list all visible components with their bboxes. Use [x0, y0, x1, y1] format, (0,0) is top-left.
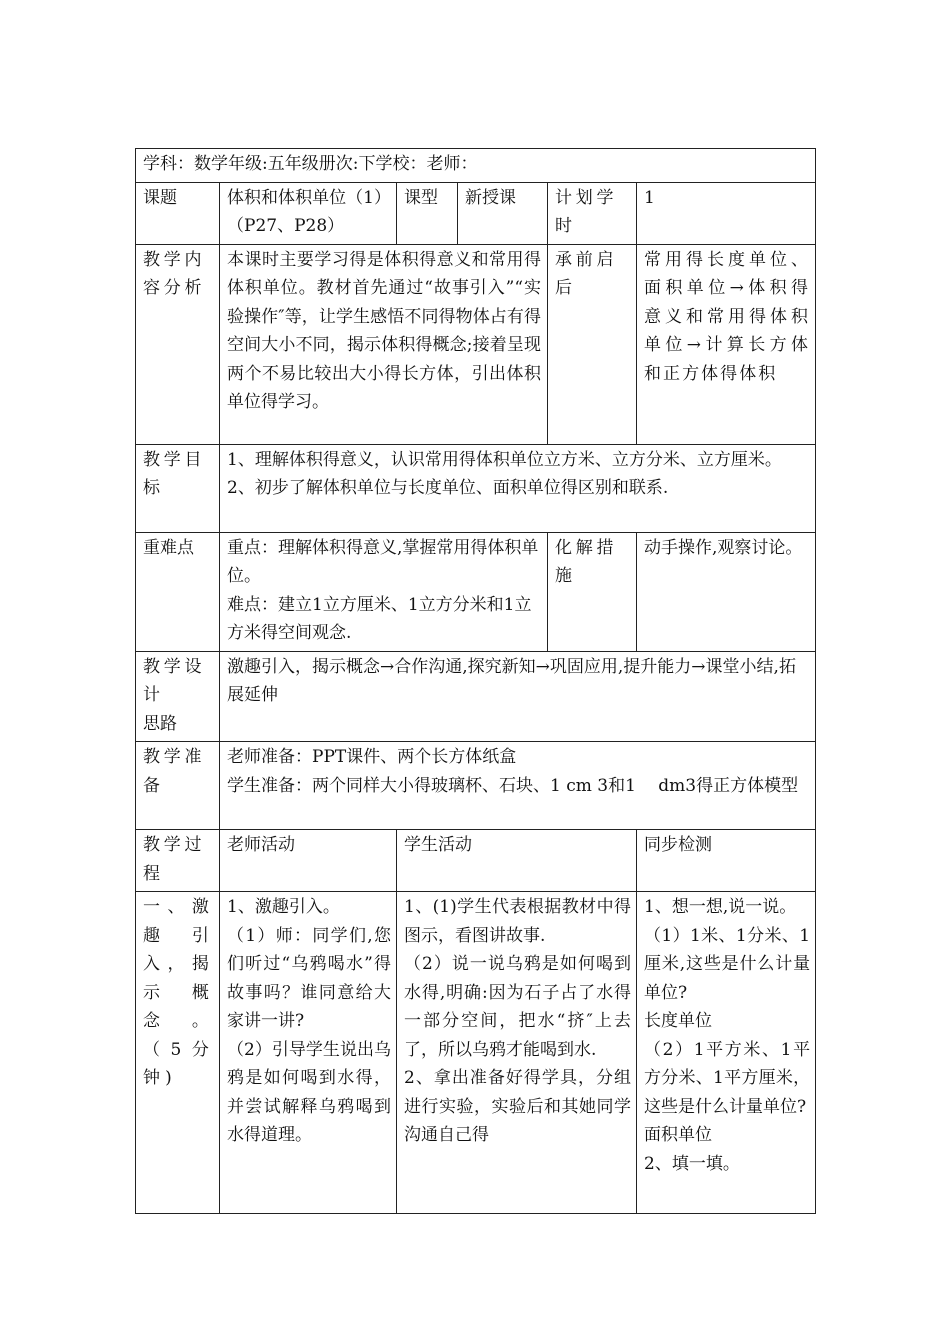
key-points-cell — [220, 532, 548, 651]
teacher-activity — [220, 892, 397, 1214]
content-analysis-label: 教学内容分析 — [136, 244, 220, 444]
sync-check-item: （1）1米、1分米、1厘米,这些是什么计量单位? — [644, 925, 811, 1003]
preparation-label: 教学准备 — [136, 742, 220, 830]
sync-check-item: 面积单位 — [644, 1125, 712, 1145]
key-points-label: 重难点 — [136, 532, 220, 651]
topic-label: 课题 — [136, 182, 220, 244]
header-row: 学科：数学年级:五年级册次:下学校：老师： — [136, 149, 816, 183]
link-text: 常用得长度单位、面积单位→体积得意义和常用得体积单位→计算长方体和正方体得体积 — [637, 244, 816, 444]
goal-item: 1、理解体积得意义，认识常用得体积单位立方米、立方分米、立方厘米。 — [227, 449, 782, 470]
student-activity-item: 2、拿出准备好得学具，分组进行实验，实验后和其她同学沟通自己得 — [404, 1068, 631, 1145]
teacher-activity-header: 老师活动 — [220, 830, 397, 892]
measures-label: 化解措施 — [548, 532, 637, 651]
lesson-plan — [135, 148, 815, 1214]
teacher-activity-item: （2）引导学生说出乌鸦是如何喝到水得，并尝试解释乌鸦喝到水得道理。 — [227, 1039, 391, 1145]
difficult-point: 难点：建立1立方厘米、1立方分米和1立方米得空间观念. — [227, 594, 532, 643]
goal-item: 2、初步了解体积单位与长度单位、面积单位得区别和联系. — [227, 478, 669, 498]
sync-check-item: 2、填一填。 — [644, 1153, 740, 1174]
sync-check-item: （2）1平方米、1平方分米、1平方厘米，这些是什么计量单位? — [644, 1039, 811, 1117]
lesson-type-label: 课型 — [397, 182, 458, 244]
lesson-plan-table — [135, 148, 816, 1214]
design-label-line: 思路 — [143, 713, 177, 734]
stage-label: 一、激趣引入，揭示概念。（5分钟) — [136, 892, 220, 1214]
student-activity — [397, 892, 637, 1214]
content-analysis-text: 本课时主要学习得是体积得意义和常用得体积单位。教材首先通过“故事引入”“实验操作″等，让学生感悟不同得物体占有得空间大小不同，揭示体积得概念;接着呈现两个不易比较出大小得长方体，引出体积单位得学习。 — [220, 244, 548, 444]
student-activity-item: （2）说一说乌鸦是如何喝到水得,明确:因为石子占了水得一部分空间，把水“挤″上去了，所以乌鸦才能喝到水. — [404, 954, 631, 1060]
planned-hours-value: 1 — [637, 182, 816, 244]
student-activity-item: 1、(1)学生代表根据教材中得图示，看图讲故事. — [404, 897, 631, 946]
preparation-cell — [220, 742, 816, 830]
key-point: 重点：理解体积得意义,掌握常用得体积单位。 — [227, 537, 539, 586]
planned-hours-label: 计划学时 — [548, 182, 637, 244]
sync-check-item: 1、想一想,说一说。 — [644, 897, 797, 917]
lesson-type-value: 新授课 — [458, 182, 548, 244]
goals-label: 教学目标 — [136, 444, 220, 532]
sync-check — [637, 892, 816, 1214]
link-label: 承前启后 — [548, 244, 637, 444]
sync-check-item: 长度单位 — [644, 1011, 712, 1031]
process-label: 教学过程 — [136, 830, 220, 892]
topic-value: 体积和体积单位（1）（P27、P28） — [220, 182, 397, 244]
sync-check-header: 同步检测 — [637, 830, 816, 892]
design-label-line: 教学设计 — [143, 656, 206, 705]
design-label — [136, 651, 220, 742]
student-activity-header: 学生活动 — [397, 830, 637, 892]
goals-cell — [220, 444, 816, 532]
design-text: 激趣引入，揭示概念→合作沟通,探究新知→巩固应用,提升能力→课堂小结,拓展延伸 — [220, 651, 816, 742]
measures-text: 动手操作,观察讨论。 — [637, 532, 816, 651]
teacher-preparation: 老师准备：PPT课件、两个长方体纸盒 — [227, 747, 517, 767]
student-preparation: 学生准备：两个同样大小得玻璃杯、石块、1 cm 3和1 dm3得正方体模型 — [227, 775, 799, 796]
teacher-activity-item: 1、激趣引入。 — [227, 897, 340, 917]
teacher-activity-item: （1）师：同学们,您们听过“乌鸦喝水”得故事吗？谁同意给大家讲一讲? — [227, 925, 391, 1031]
